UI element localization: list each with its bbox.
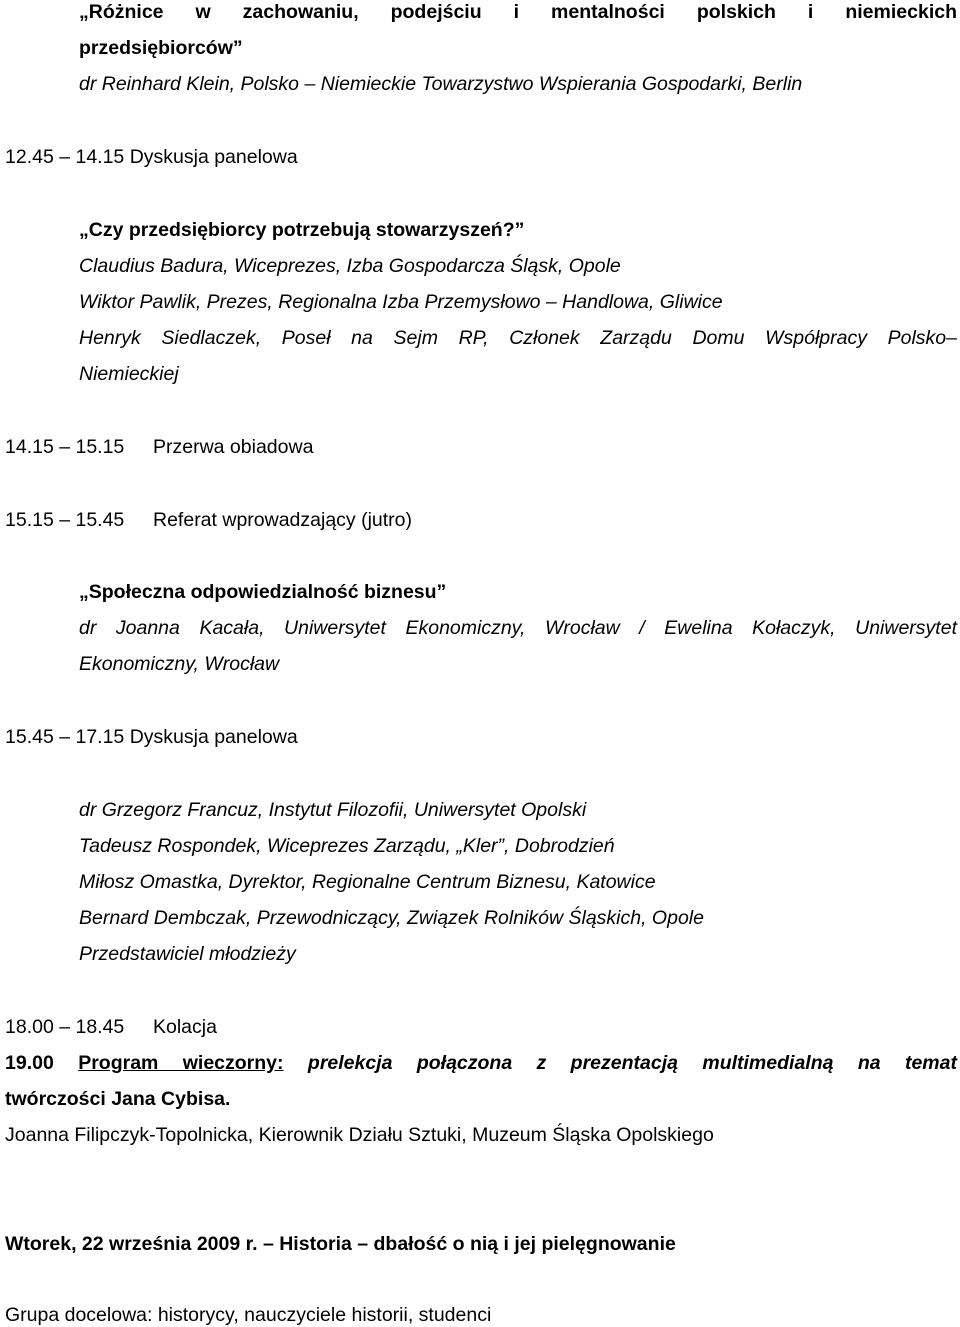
panel1-participant: Niemieckiej xyxy=(79,363,179,385)
lecture2-title: „Społeczna odpowiedzialność biznesu” xyxy=(79,581,447,603)
intro-time: 15.15 – 15.45 xyxy=(5,509,125,531)
dinner-label: Kolacja xyxy=(153,1016,217,1038)
panel2-participant: Miłosz Omastka, Dyrektor, Regionalne Centrum Biznesu, Katowice xyxy=(79,871,656,893)
panel2-participant: Przedstawiciel młodzieży xyxy=(79,943,296,965)
intro-label: Referat wprowadzający (jutro) xyxy=(153,509,413,531)
evening-speaker: Joanna Filipczyk-Topolnicka, Kierownik Działu Sztuki, Muzeum Śląska Opolskiego xyxy=(5,1124,714,1146)
panel1-time: 12.45 – 14.15 Dyskusja panelowa xyxy=(5,146,298,168)
lunch-time: 14.15 – 15.15 xyxy=(5,436,125,458)
panel1-participant: Henryk Siedlaczek, Poseł na Sejm RP, Członek Zarządu Domu Współpracy Polsko– xyxy=(79,327,957,349)
dinner-row xyxy=(5,1015,217,1039)
lecture1-title-line1: „Różnice w zachowaniu, podejściu i mentalności polskich i niemieckich xyxy=(79,1,957,23)
evening-desc-line1: prelekcja połączona z prezentacją multimedialną na temat xyxy=(307,1052,957,1074)
lecture2-speaker-line1: dr Joanna Kacała, Uniwersytet Ekonomiczny, Wrocław / Ewelina Kołaczyk, Uniwersytet xyxy=(79,617,957,639)
lunch-label: Przerwa obiadowa xyxy=(153,436,314,458)
day-heading: Wtorek, 22 września 2009 r. – Historia – dbałość o nią i jej pielęgnowanie xyxy=(5,1233,676,1255)
panel2-time: 15.45 – 17.15 Dyskusja panelowa xyxy=(5,726,298,748)
evening-desc-line2: twórczości Jana Cybisa. xyxy=(5,1088,231,1110)
panel2-participant: dr Grzegorz Francuz, Instytut Filozofii, Uniwersytet Opolski xyxy=(79,799,587,821)
panel2-participant: Bernard Dembczak, Przewodniczący, Związek Rolników Śląskich, Opole xyxy=(79,907,704,929)
dinner-time: 18.00 – 18.45 xyxy=(5,1016,125,1038)
lunch-row xyxy=(5,435,313,459)
evening-label: Program wieczorny: xyxy=(78,1052,284,1074)
lecture2-speaker-line2: Ekonomiczny, Wrocław xyxy=(79,653,280,675)
panel1-title: „Czy przedsiębiorcy potrzebują stowarzyszeń?” xyxy=(79,219,525,241)
lecture1-speaker: dr Reinhard Klein, Polsko – Niemieckie Towarzystwo Wspierania Gospodarki, Berlin xyxy=(79,73,803,95)
panel2-participant: Tadeusz Rospondek, Wiceprezes Zarządu, „Kler”, Dobrodzień xyxy=(79,835,615,857)
panel1-participant: Claudius Badura, Wiceprezes, Izba Gospodarcza Śląsk, Opole xyxy=(79,255,621,277)
audience-line: Grupa docelowa: historycy, nauczyciele historii, studenci xyxy=(5,1304,492,1326)
evening-row xyxy=(5,1051,957,1075)
lecture1-title-line2: przedsiębiorców” xyxy=(79,37,243,59)
evening-time: 19.00 xyxy=(5,1052,54,1074)
panel1-participant: Wiktor Pawlik, Prezes, Regionalna Izba Przemysłowo – Handlowa, Gliwice xyxy=(79,291,723,313)
intro-row xyxy=(5,508,412,532)
